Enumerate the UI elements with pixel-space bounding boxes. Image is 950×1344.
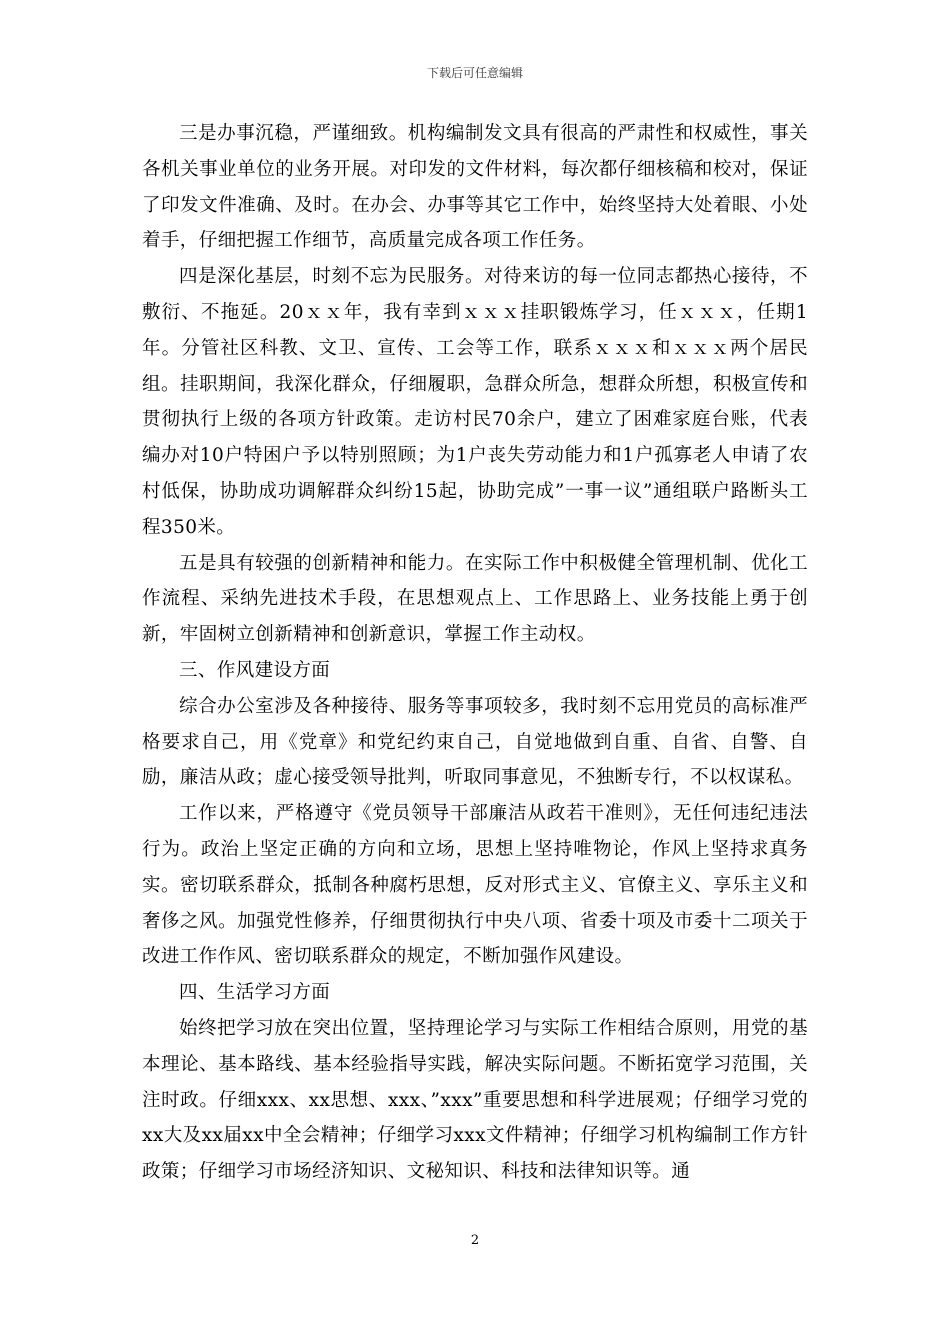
page-number: 2 bbox=[470, 1233, 480, 1248]
paragraph-work-style-5: 五是具有较强的创新精神和能力。在实际工作中积极健全管理机制、优化工作流程、采纳先进技术手段，在思想观点上、工作思路上、业务技能上勇于创新，牢固树立创新精神和创新意识，掌握工作主动权。 bbox=[142, 552, 808, 646]
section-heading-conduct: 三、作风建设方面 bbox=[179, 659, 331, 681]
page-header: 下载后可任意编辑 bbox=[426, 66, 523, 80]
paragraph-work-style-3: 三是办事沉稳，严谨细致。机构编制发文具有很高的严肃性和权威性，事关各机关事业单位的业务开展。对印发的文件材料，每次都仔细核稿和校对，保证了印发文件准确、及时。在办会、办事等其它工作中，始终坚持大处着眼、小处着手，仔细把握工作细节，高质量完成各项工作任务。 bbox=[142, 123, 808, 252]
paragraph-conduct-2: 工作以来，严格遵守《党员领导干部廉洁从政若干准则》，无任何违纪违法行为。政治上坚定正确的方向和立场，思想上坚持唯物论，作风上坚持求真务实。密切联系群众，抵制各种腐朽思想，反对形式主义、官僚主义、享乐主义和奢侈之风。加强党性修养，仔细贯彻执行中央八项、省委十项及市委十二项关于改进工作作风、密切联系群众的规定，不断加强作风建设。 bbox=[142, 803, 808, 968]
paragraph-work-style-4: 四是深化基层，时刻不忘为民服务。对待来访的每一位同志都热心接待，不敷衍、不拖延。20ｘｘ年，我有幸到ｘｘｘ挂职锻炼学习，任ｘｘｘ，任期1年。分管社区科教、文卫、宣传、工会等工作，联系ｘｘｘ和ｘｘｘ两个居民组。挂职期间，我深化群众，仔细履职，急群众所急，想群众所想，积极宣传和贯彻执行上级的各项方针政策。走访村民70余户，建立了困难家庭台账，代表编办对10户特困户予以特别照顾；为1户丧失劳动能力和1户孤寡老人申请了农村低保，协助成功调解群众纠纷15起，协助完成”一事一议”通组联户路断头工程350米。 bbox=[142, 266, 808, 538]
paragraph-conduct-1: 综合办公室涉及各种接待、服务等事项较多，我时刻不忘用党员的高标准严格要求自己，用《党章》和党纪约束自己，自觉地做到自重、自省、自警、自励，廉洁从政；虚心接受领导批判，听取同事意见，不独断专行，不以权谋私。 bbox=[142, 695, 808, 789]
document-body bbox=[142, 116, 808, 1190]
section-heading-study: 四、生活学习方面 bbox=[179, 982, 331, 1004]
paragraph-study-1: 始终把学习放在突出位置，坚持理论学习与实际工作相结合原则，用党的基本理论、基本路线、基本经验指导实践，解决实际问题。不断拓宽学习范围，关注时政。仔细xxx、xx思想、xxx、”xxx”重要思想和科学进展观；仔细学习党的xx大及xx届xx中全会精神；仔细学习xxx文件精神；仔细学习机构编制工作方针政策；仔细学习市场经济知识、文秘知识、科技和法律知识等。通 bbox=[142, 1017, 808, 1183]
